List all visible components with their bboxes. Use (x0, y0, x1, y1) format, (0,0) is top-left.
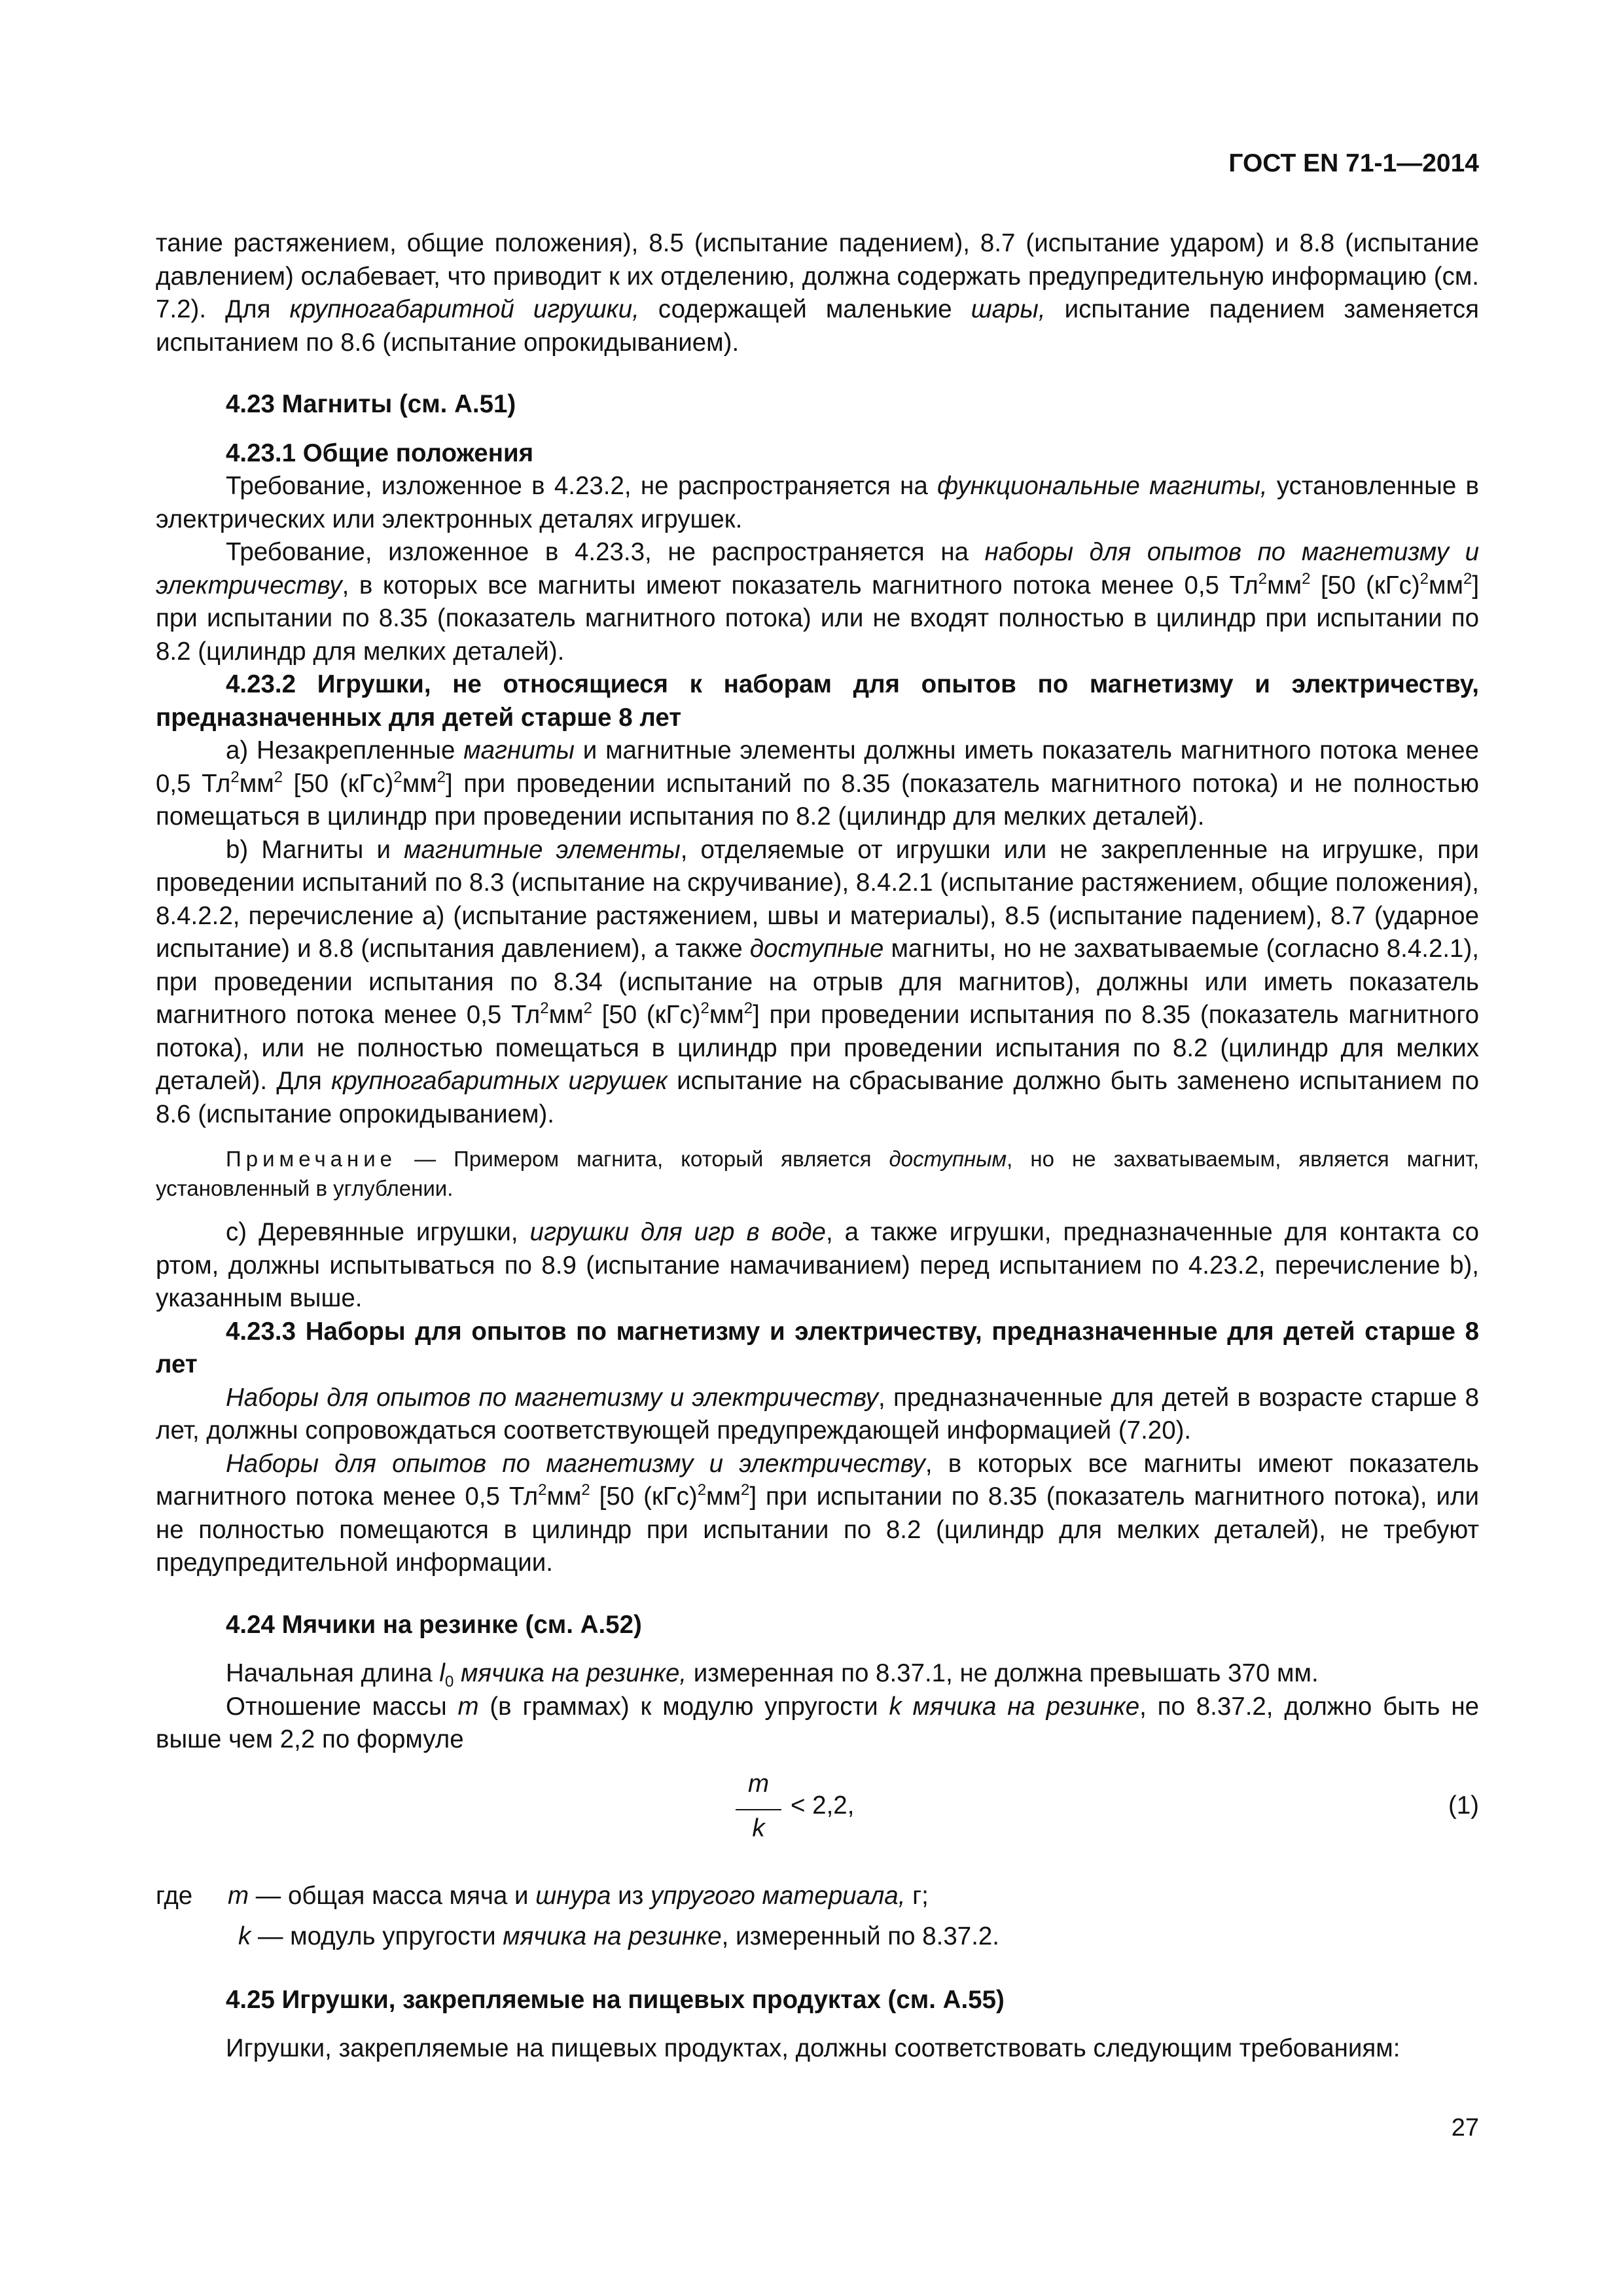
item-a-paragraph: а) Незакрепленные магниты и магнитные элементы должны иметь показатель магнитного потока менее 0,5 $Тл^2мм^2$ [50 $(кГс)^2мм^2$] при проведении испытаний по 8.35 (показатель магнитного потока) и не полностью помещаться в цилиндр при проведении испытания по 8.2 (цилиндр для мелких деталей). (156, 736, 1479, 831)
section-4-23-heading: 4.23 Магниты (см. А.51) (226, 390, 516, 418)
formula-denominator: k (752, 1814, 765, 1842)
note-paragraph: Примечание — Примером магнита, который является доступным, но не захватываемым, является магнит, установленный в углублении. (156, 1147, 1479, 1200)
formula-rhs: < 2,2, (791, 1791, 855, 1820)
document-code-header: ГОСТ EN 71-1—2014 (1228, 149, 1479, 177)
paragraph-4-23-1-first: Требование, изложенное в 4.23.2, не распространяется на функциональные магниты, установленные в электрических или электронных деталях игрушек. (156, 472, 1479, 533)
section-4-25-heading: 4.25 Игрушки, закрепляемые на пищевых продуктах (см. А.55) (226, 1985, 1005, 2014)
equation-number: (1) (1448, 1791, 1479, 1820)
legend-m: m — общая масса мяча и шнура из упругого материала, г; (228, 1881, 929, 1910)
where-label: где (156, 1881, 193, 1910)
legend-k: k — модуль упругости мячика на резинке, измеренный по 8.37.2. (238, 1922, 1000, 1950)
formula-1 (156, 1770, 1479, 1868)
paragraph-4-23-3-first: Наборы для опытов по магнетизму и электричеству, предназначенные для детей в возрасте старше 8 лет, должны сопровождаться соответствующей предупреждающей информацией (7.20). (156, 1383, 1479, 1444)
section-4-23-2-heading: 4.23.2 Игрушки, не относящиеся к наборам для опытов по магнетизму и электричеству, предназначенных для детей старше 8 лет (156, 670, 1479, 732)
paragraph-4-25: Игрушки, закрепляемые на пищевых продуктах, должны соответствовать следующим требованиям: (226, 2034, 1400, 2062)
paragraph-4-24-second: Отношение массы m (в граммах) к модулю упругости k мячика на резинке, по 8.37.2, должно быть не выше чем 2,2 по формуле (156, 1692, 1479, 1753)
page-number: 27 (1451, 2114, 1479, 2142)
formula-numerator: m (747, 1769, 770, 1798)
section-4-24-heading: 4.24 Мячики на резинке (см. А.52) (226, 1610, 642, 1639)
section-4-23-1-heading: 4.23.1 Общие положения (226, 439, 534, 467)
continued-paragraph: тание растяжением, общие положения), 8.5 (испытание падением), 8.7 (испытание ударом) и 8.8 (испытание давлением) ослабевает, что приводит к их отделению, должна содержать предупредительную информацию (см. 7.2). Для крупногабаритной игрушки, содержащей маленькие шары, испытание падением заменяется испытанием по 8.6 (испытание опрокидыванием). (156, 229, 1479, 357)
paragraph-4-23-1-second: Требование, изложенное в 4.23.3, не распространяется на наборы для опытов по магнетизму и электричеству, в которых все магниты имеют показатель магнитного потока менее 0,5 $Тл^2мм^2$ [50 $(кГс)^2мм^2$] при испытании по 8.35 (показатель магнитного потока) или не входят полностью в цилиндр при испытании по 8.2 (цилиндр для мелких деталей). (156, 538, 1480, 666)
note-label: Примечание (226, 1147, 397, 1171)
item-c-paragraph: с) Деревянные игрушки, игрушки для игр в воде, а также игрушки, предназначенные для контакта со ртом, должны испытываться по 8.9 (испытание намачиванием) перед испытанием по 4.23.2, перечисление b), указанным выше. (156, 1218, 1480, 1312)
section-4-23-3-heading: 4.23.3 Наборы для опытов по магнетизму и электричеству, предназначенные для детей старше 8 лет (156, 1317, 1479, 1378)
fraction-bar (736, 1809, 781, 1810)
formula-fraction (736, 1770, 781, 1843)
paragraph-4-23-3-second: Наборы для опытов по магнетизму и электричеству, в которых все магниты имеют показатель магнитного потока менее 0,5 $Тл^2мм^2$ [50 $(кГс)^2мм^2$] при испытании по 8.35 (показатель магнитного потока), или не полностью помещаются в цилиндр при испытании по 8.2 (цилиндр для мелких деталей), не требуют предупредительной информации. (156, 1449, 1479, 1577)
page-body (156, 149, 1479, 2066)
item-b-paragraph: b) Магниты и магнитные элементы, отделяемые от игрушки или не закрепленные на игрушке, при проведении испытаний по 8.3 (испытание на скручивание), 8.4.2.1 (испытание растяжением, общие положения), 8.4.2.2, перечисление a) (испытание растяжением, швы и материалы), 8.5 (испытание падением), 8.7 (ударное испытание) и 8.8 (испытания давлением), а также доступные магниты, но не захватываемые (согласно 8.4.2.1), при проведении испытания по 8.34 (испытание на отрыв для магнитов), должны или иметь показатель магнитного потока менее 0,5 $Тл^2мм^2$ [50 $(кГс)^2мм^2$] при проведении испытания по 8.35 (показатель магнитного потока), или не полностью помещаться в цилиндр при проведении испытания по 8.2 (цилиндр для мелких деталей). Для крупногабаритных игрушек испытание на сбрасывание должно быть заменено испытанием по 8.6 (испытание опрокидыванием). (156, 835, 1480, 1128)
paragraph-4-24-first: Начальная длина $l_0$ мячика на резинке, измеренная по 8.37.1, не должна превышать 370 мм. (226, 1659, 1319, 1691)
formula-legend (156, 1880, 1479, 1955)
